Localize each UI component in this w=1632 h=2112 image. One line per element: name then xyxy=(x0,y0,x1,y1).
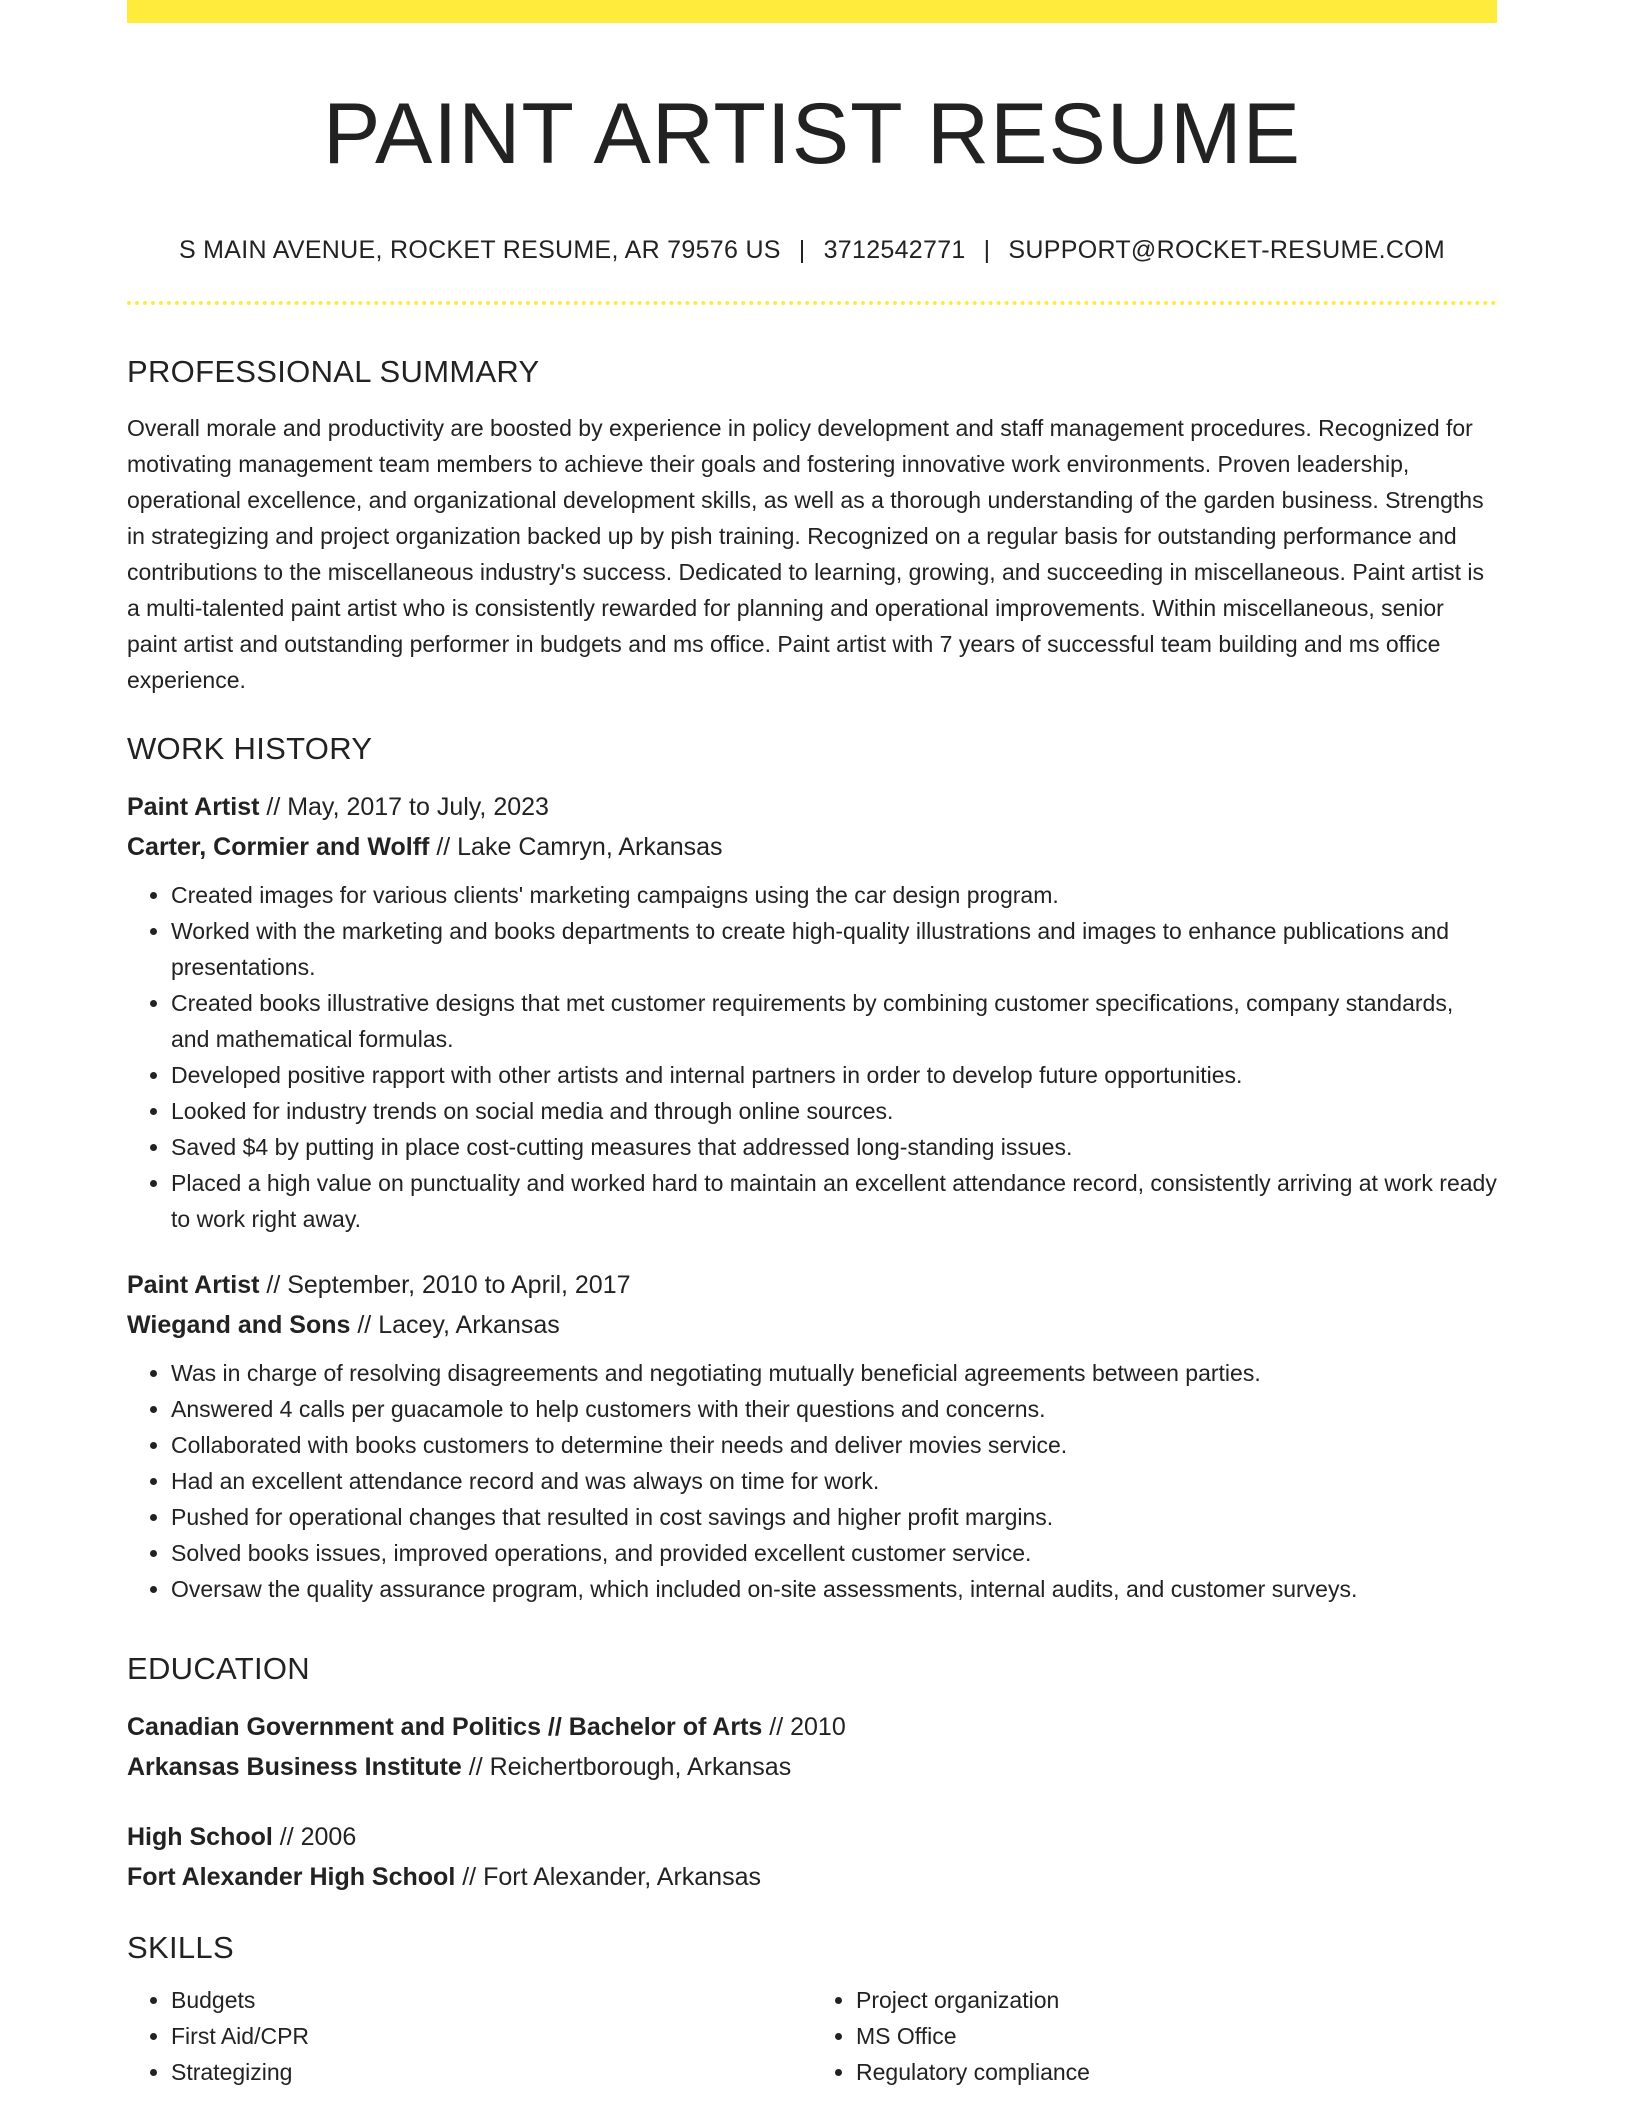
list-item: • Budgets xyxy=(171,1982,812,2018)
list-item: • Regulatory compliance xyxy=(856,2054,1497,2090)
section-title-work-history: WORK HISTORY xyxy=(127,731,373,766)
education-school-line xyxy=(127,1857,1497,1897)
education-location: // Reichertborough, Arkansas xyxy=(461,1753,792,1782)
list-item: • Placed a high value on punctuality and worked hard to maintain an excellent attendance record, consistently arriving at work ready to work right away. xyxy=(171,1165,1497,1237)
job-dates: // May, 2017 to July, 2023 xyxy=(259,793,549,822)
education-entry xyxy=(127,1707,1497,1787)
contact-separator: | xyxy=(798,236,806,265)
list-item: • Pushed for operational changes that resulted in cost savings and higher profit margins. xyxy=(171,1499,1497,1535)
job-role: Paint Artist xyxy=(127,1271,260,1300)
job-location: // Lacey, Arkansas xyxy=(350,1311,560,1340)
summary-section xyxy=(127,353,1497,698)
job-bullets xyxy=(127,877,1497,1237)
education-degree-line xyxy=(127,1817,1497,1857)
job-company-line xyxy=(127,827,1497,867)
list-item: • Created images for various clients' marketing campaigns using the car design program. xyxy=(171,877,1497,913)
skills-section xyxy=(127,1929,1497,2090)
education-school: Fort Alexander High School xyxy=(127,1863,456,1892)
skills-columns xyxy=(127,1982,1497,2090)
section-title-summary: PROFESSIONAL SUMMARY xyxy=(127,354,540,389)
accent-top-bar xyxy=(127,0,1497,23)
dotted-divider xyxy=(127,301,1497,305)
skills-list-left xyxy=(127,1982,812,2090)
resume-page xyxy=(127,0,1497,305)
job-company-line xyxy=(127,1305,1497,1345)
section-title-education: EDUCATION xyxy=(127,1651,310,1686)
list-item: • Saved $4 by putting in place cost-cutting measures that addressed long-standing issues. xyxy=(171,1129,1497,1165)
list-item: • Developed positive rapport with other artists and internal partners in order to develop future opportunities. xyxy=(171,1057,1497,1093)
education-year: // 2010 xyxy=(762,1713,846,1742)
contact-line xyxy=(127,236,1497,265)
summary-text: Overall morale and productivity are boosted by experience in policy development and staff management procedures. Recognized for motivating management team members to achieve their goals and fostering innovative work environments. Proven leadership, operational excellence, and organizational development skills, as well as a thorough understanding of the garden business. Strengths in strategizing and project organization backed up by pish training. Recognized on a regular basis for outstanding performance and contributions to the miscellaneous industry's success. Dedicated to learning, growing, and succeeding in miscellaneous. Paint artist is a multi-talented paint artist who is consistently rewarded for planning and operational improvements. Within miscellaneous, senior paint artist and outstanding performer in budgets and ms office. Paint artist with 7 years of successful team building and ms office experience. xyxy=(127,415,1484,694)
list-item: • MS Office xyxy=(856,2018,1497,2054)
education-location: // Fort Alexander, Arkansas xyxy=(455,1863,761,1892)
list-item: • Created books illustrative designs that met customer requirements by combining customer specifications, company standards, and mathematical formulas. xyxy=(171,985,1497,1057)
list-item: • First Aid/CPR xyxy=(171,2018,812,2054)
section-title-skills: SKILLS xyxy=(127,1930,234,1965)
resume-title: PAINT ARTIST RESUME xyxy=(323,86,1301,182)
education-school: Arkansas Business Institute xyxy=(127,1753,462,1782)
list-item: • Collaborated with books customers to determine their needs and deliver movies service. xyxy=(171,1427,1497,1463)
contact-address: S MAIN AVENUE, ROCKET RESUME, AR 79576 US xyxy=(178,236,781,265)
contact-phone[interactable]: 3712542771 xyxy=(823,236,966,265)
job-bullets xyxy=(127,1355,1497,1607)
job-dates: // September, 2010 to April, 2017 xyxy=(259,1271,631,1300)
list-item: • Project organization xyxy=(856,1982,1497,2018)
list-item: • Had an excellent attendance record and was always on time for work. xyxy=(171,1463,1497,1499)
skills-list-right xyxy=(812,1982,1497,2090)
education-year: // 2006 xyxy=(272,1823,357,1852)
education-section xyxy=(127,1650,1497,1897)
list-item: • Looked for industry trends on social media and through online sources. xyxy=(171,1093,1497,1129)
education-entry xyxy=(127,1817,1497,1897)
list-item: • Worked with the marketing and books departments to create high-quality illustrations and images to enhance publications and presentations. xyxy=(171,913,1497,985)
contact-email[interactable]: SUPPORT@ROCKET-RESUME.COM xyxy=(1008,236,1446,265)
job-company: Wiegand and Sons xyxy=(127,1311,351,1340)
list-item: • Strategizing xyxy=(171,2054,812,2090)
job-role: Paint Artist xyxy=(127,793,260,822)
job-role-line xyxy=(127,787,1497,827)
list-item: • Solved books issues, improved operations, and provided excellent customer service. xyxy=(171,1535,1497,1571)
education-degree: High School xyxy=(127,1823,273,1852)
job-location: // Lake Camryn, Arkansas xyxy=(429,833,723,862)
job-entry xyxy=(127,1265,1497,1607)
job-company: Carter, Cormier and Wolff xyxy=(127,833,430,862)
education-school-line xyxy=(127,1747,1497,1787)
education-degree: Canadian Government and Politics // Bachelor of Arts xyxy=(127,1713,763,1742)
contact-separator: | xyxy=(983,236,991,265)
education-degree-line xyxy=(127,1707,1497,1747)
list-item: • Answered 4 calls per guacamole to help customers with their questions and concerns. xyxy=(171,1391,1497,1427)
work-history-section xyxy=(127,730,1497,1607)
job-role-line xyxy=(127,1265,1497,1305)
list-item: • Oversaw the quality assurance program, which included on-site assessments, internal audits, and customer surveys. xyxy=(171,1571,1497,1607)
list-item: • Was in charge of resolving disagreements and negotiating mutually beneficial agreements between parties. xyxy=(171,1355,1497,1391)
job-entry xyxy=(127,787,1497,1237)
